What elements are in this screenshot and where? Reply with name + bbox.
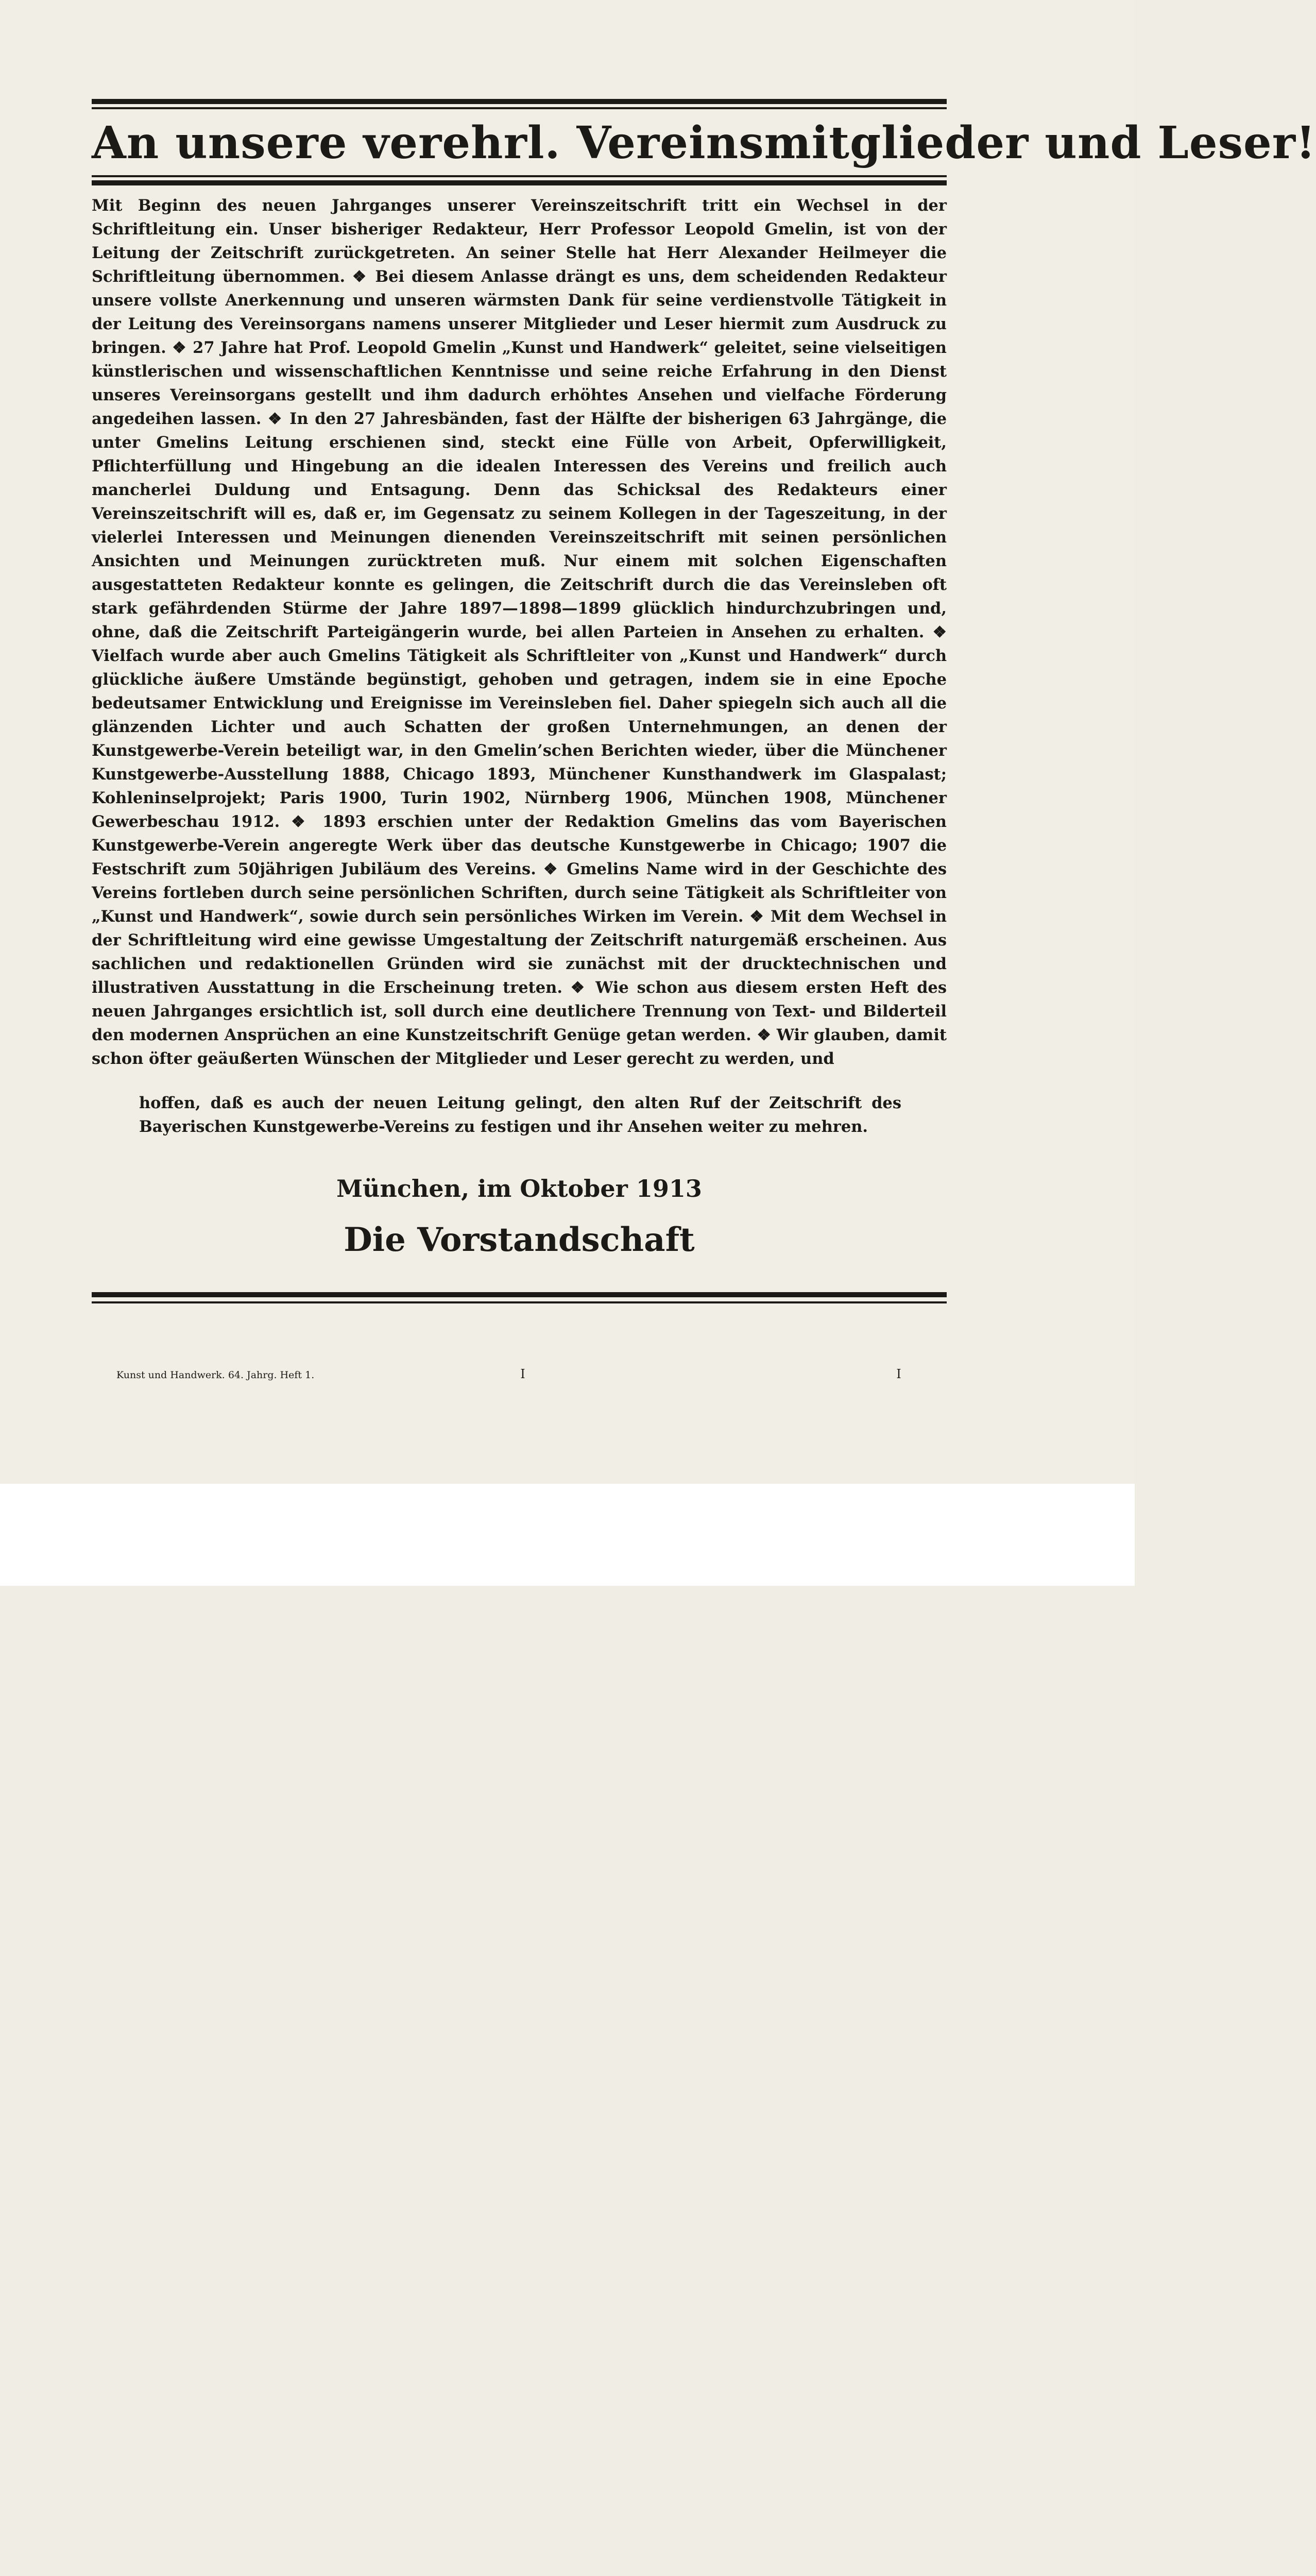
top-rule-thin	[92, 107, 947, 109]
closing-paragraph: hoffen, daß es auch der neuen Leitung gelingt, den alten Ruf der Zeitschrift des Bayerischen Kunstgewerbe-Vereins zu festigen und ihr Ansehen weiter zu mehren.	[139, 1094, 901, 1136]
place-date: München, im Oktober 1913	[336, 1175, 702, 1202]
title-rule-thin	[92, 175, 947, 177]
signature: Die Vorstandschaft	[344, 1221, 695, 1259]
title-rule-thick	[92, 180, 947, 185]
bottom-rule-thin	[92, 1301, 947, 1303]
footer-signature-mark: I	[520, 1367, 525, 1381]
viewer-footer-bar	[0, 1484, 1135, 1586]
footer-journal-reference: Kunst und Handwerk. 64. Jahrg. Heft 1.	[116, 1369, 315, 1381]
bottom-rule-thick	[92, 1292, 947, 1297]
top-rule-thick	[92, 99, 947, 104]
footer-page-number: I	[896, 1367, 901, 1381]
body-paragraph: Mit Beginn des neuen Jahrganges unserer Vereinszeitschrift tritt ein Wechsel in der Schriftleitung ein. Unser bisheriger Redakteur, Herr Professor Leopold Gmelin, ist von der Leitung der Zeitschrift zurückgetreten. An seiner Stelle hat Herr Alexander Heilmeyer die Schriftleitung übernommen. ❖ Bei diesem Anlasse drängt es uns, dem scheidenden Redakteur unsere vollste Anerkennung und unseren wärmsten Dank für seine verdienstvolle Tätigkeit in der Leitung des Vereinsorgans namens unserer Mitglieder und Leser hiermit zum Ausdruck zu bringen. ❖ 27 Jahre hat Prof. Leopold Gmelin „Kunst und Handwerk“ geleitet, seine vielseitigen künstlerischen und wissenschaftlichen Kenntnisse und seine reiche Erfahrung in den Dienst unseres Vereinsorgans gestellt und ihm dadurch erhöhtes Ansehen und vielfache Förderung angedeihen lassen. ❖ In den 27 Jahresbänden, fast der Hälfte der bisherigen 63 Jahrgänge, die unter Gmelins Leitung erschienen sind, steckt eine Fülle von Arbeit, Opferwilligkeit, Pflichterfüllung und Hingebung an die idealen Interessen des Vereins und freilich auch mancherlei Duldung und Entsagung. Denn das Schicksal des Redakteurs einer Vereinszeitschrift will es, daß er, im Gegensatz zu seinem Kollegen in der Tageszeitung, in der vielerlei Interessen und Meinungen dienenden Vereinszeitschrift mit seinen persönlichen Ansichten und Meinungen zurücktreten muß. Nur einem mit solchen Eigenschaften ausgestatteten Redakteur konnte es gelingen, die Zeitschrift durch die das Vereinsleben oft stark gefährdenden Stürme der Jahre 1897—1898—1899 glücklich hindurchzubringen und, ohne, daß die Zeitschrift Parteigängerin wurde, bei allen Parteien in Ansehen zu erhalten. ❖ Vielfach wurde aber auch Gmelins Tätigkeit als Schriftleiter von „Kunst und Handwerk“ durch glückliche äußere Umstände begünstigt, gehoben und getragen, indem sie in eine Epoche bedeutsamer Entwicklung und Ereignisse im Vereinsleben fiel. Daher spiegeln sich auch all die glänzenden Lichter und auch Schatten der großen Unternehmungen, an denen der Kunstgewerbe-Verein beteiligt war, in den Gmelin’schen Berichten wieder, über die Münchener Kunstgewerbe-Ausstellung 1888, Chicago 1893, Münchener Kunsthandwerk im Glaspalast; Kohleninselprojekt; Paris 1900, Turin 1902, Nürnberg 1906, München 1908, Münchener Gewerbeschau 1912. ❖ 1893 erschien unter der Redaktion Gmelins das vom Bayerischen Kunstgewerbe-Verein angeregte Werk über das deutsche Kunstgewerbe in Chicago; 1907 die Festschrift zum 50jährigen Jubiläum des Vereins. ❖ Gmelins Name wird in der Geschichte des Vereins fortleben durch seine persönlichen Schriften, durch seine Tätigkeit als Schriftleiter von „Kunst und Handwerk“, sowie durch sein persönliches Wirken im Verein. ❖ Mit dem Wechsel in der Schriftleitung wird eine gewisse Umgestaltung der Zeitschrift naturgemäß erscheinen. Aus sachlichen und redaktionellen Gründen wird sie zunächst mit der drucktechnischen und illustrativen Ausstattung in die Erscheinung treten. ❖ Wie schon aus diesem ersten Heft des neuen Jahrganges ersichtlich ist, soll durch eine deutlichere Trennung von Text- und Bilderteil den modernen Ansprüchen an eine Kunstzeitschrift Genüge getan werden. ❖ Wir glauben, damit schon öfter geäußerten Wünschen der Mitglieder und Leser gerecht zu werden, und	[92, 196, 947, 1068]
page-title: An unsere verehrl. Vereinsmitglieder und Leser!	[92, 117, 1316, 169]
